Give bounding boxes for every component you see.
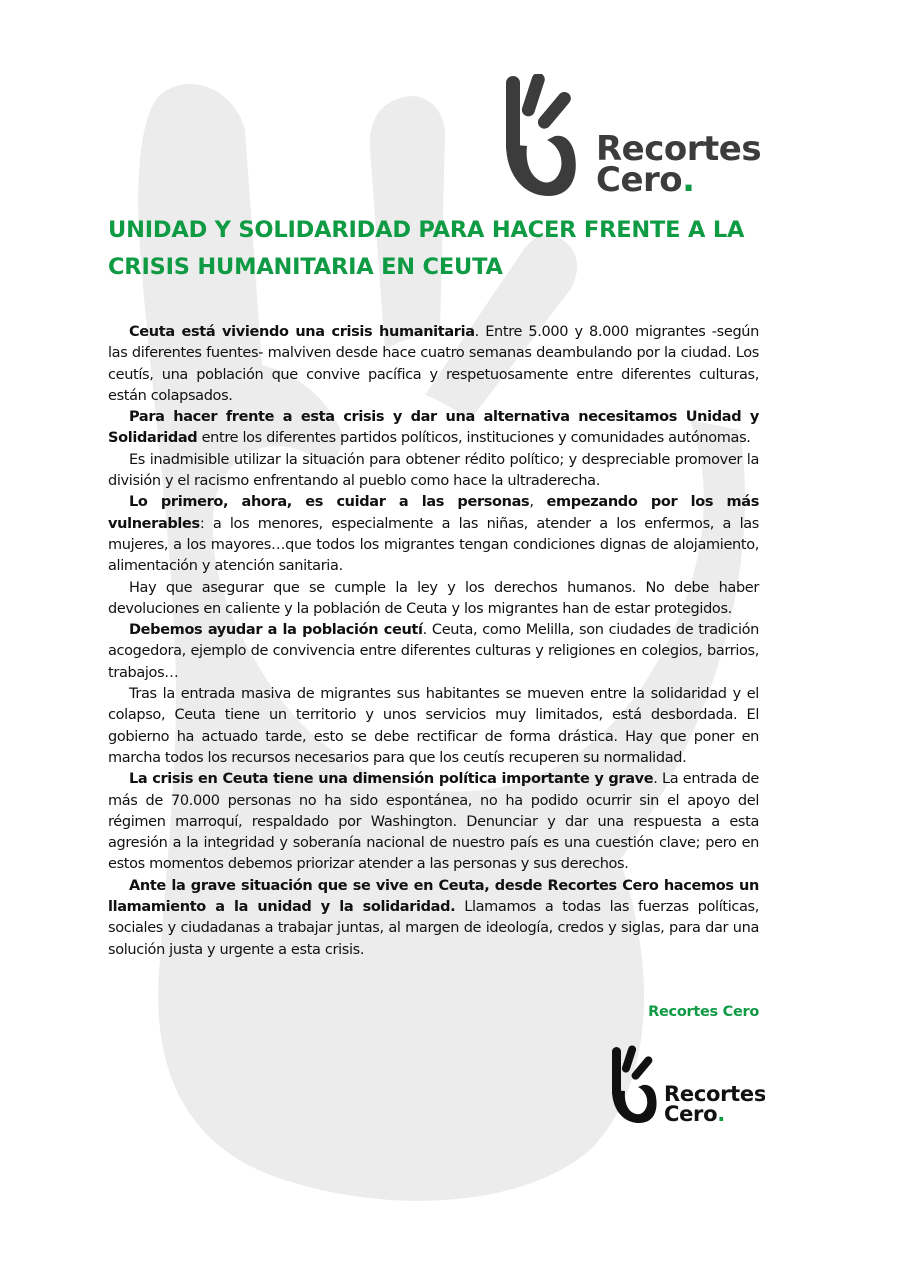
- paragraph: [108, 620, 759, 684]
- paragraph-text: Hay que asegurar que se cumple la ley y los derechos humanos. No debe haber devoluciones en caliente y la población de Ceuta y los migrantes han de estar protegidos.: [108, 579, 759, 617]
- paragraph-lead: Debemos ayudar a la población ceutí: [129, 622, 423, 639]
- signature: Recortes Cero: [648, 1004, 759, 1020]
- paragraph: [108, 769, 759, 875]
- paragraph-text: Tras la entrada masiva de migrantes sus habitantes se mueven entre la solidaridad y el colapso, Ceuta tiene un territorio y unos servicios muy limitados, está desbordada. El gobierno ha actuado tarde, esto se debe rectificar de forma drástica. Hay que poner en marcha todos los recursos necesarios para que los ceutís recuperen su normalidad.: [108, 686, 759, 766]
- paragraph-lead: Para hacer frente a esta crisis y dar una alternativa necesitamos Unidad y Solidaridad: [108, 409, 759, 447]
- logo-text-line1: Recortes: [664, 1082, 765, 1106]
- logo-text-line1: Recortes: [596, 129, 762, 169]
- paragraph: [108, 322, 759, 407]
- paragraph: [108, 407, 759, 450]
- page-title: UNIDAD Y SOLIDARIDAD PARA HACER FRENTE A LA CRISIS HUMANITARIA EN CEUTA: [108, 217, 745, 280]
- paragraph-text: Es inadmisible utilizar la situación para obtener rédito político; y despreciable promover la división y el racismo enfrentando al pueblo como hace la ultraderecha.: [108, 451, 759, 490]
- paragraph-text: . Ceuta, como Melilla, son ciudades de tradición acogedora, ejemplo de convivencia entre diferentes culturas y religiones en colegios, barrios, trabajos…: [108, 622, 759, 681]
- recortes-cero-logo-bottom: [610, 1045, 765, 1125]
- paragraph: [108, 578, 759, 621]
- paragraph-text: . La entrada de más de 70.000 personas no ha sido espontánea, no ha podido ocurrir sin el apoyo del régimen marroquí, respaldado por Washington. Denunciar y dar una respuesta a esta agresión a la integridad y soberanía nacional de nuestro país es una cuestión clave; pero en estos momentos debemos priorizar atender a las personas y sus derechos.: [108, 771, 759, 873]
- paragraph-text: : a los menores, especialmente a las niñas, atender a los enfermos, a las mujeres, a los mayores…que todos los migrantes tengan condiciones dignas de alojamiento, alimentación y atención sanitaria.: [108, 515, 759, 575]
- paragraph-text: Llamamos a todas las fuerzas políticas, sociales y ciudadanas a trabajar juntas, al margen de ideología, credos y siglas, para dar una solución justa y urgente a esta crisis.: [108, 899, 760, 958]
- paragraph-text: entre los diferentes partidos políticos, instituciones y comunidades autónomas.: [197, 430, 751, 447]
- hand-logo-icon: [503, 74, 765, 200]
- recortes-cero-logo-top: [503, 74, 765, 200]
- paragraph: [108, 876, 759, 961]
- paragraph: [108, 684, 759, 769]
- paragraph: [108, 492, 759, 577]
- article-body: [108, 322, 759, 961]
- logo-text-line2: Cero.: [664, 1102, 725, 1125]
- paragraph-lead: empezando por los más vulnerables: [108, 494, 759, 532]
- paragraph-lead: Lo primero, ahora, es cuidar a las personas: [129, 494, 530, 511]
- logo-text-line2: Cero.: [596, 160, 695, 200]
- paragraph-lead: Ante la grave situación que se vive en Ceuta, desde Recortes Cero hacemos un llamamiento a la unidad y la solidaridad.: [108, 877, 759, 916]
- paragraph-lead: Ceuta está viviendo una crisis humanitaria: [129, 324, 475, 340]
- paragraph-text: . Entre 5.000 y 8.000 migrantes -según las diferentes fuentes- malviven desde hace cuatro semanas deambulando por la ciudad. Los ceutís, una población que convive pacífica y respetuosamente entre diferentes culturas, están colapsados.: [108, 324, 759, 404]
- paragraph-text: ,: [529, 494, 547, 511]
- hand-logo-icon: [610, 1045, 765, 1125]
- paragraph: [108, 450, 759, 493]
- paragraph-lead: La crisis en Ceuta tiene una dimensión política importante y grave: [129, 771, 654, 788]
